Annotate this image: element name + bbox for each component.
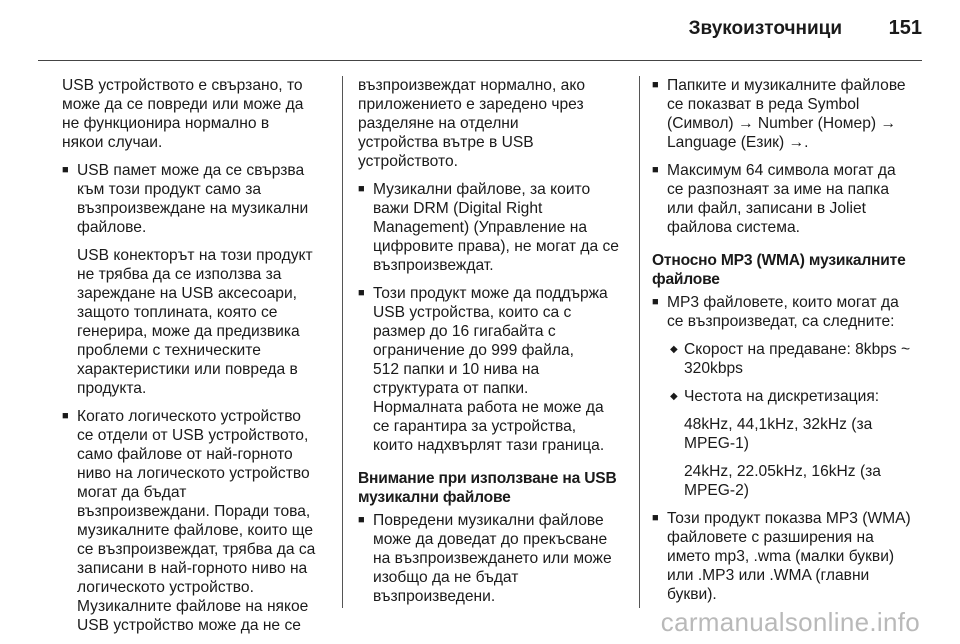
sub-bullet-item: ◆ Честота на дискретизация: xyxy=(670,387,924,406)
column-divider xyxy=(342,76,343,608)
header-divider xyxy=(38,60,922,61)
bullet-item: ■ Максимум 64 символа могат да се разпознаят за име на папка или файл, записани в Joliet файлова система. xyxy=(652,161,924,237)
column-divider xyxy=(639,76,640,608)
sub-bullet-continuation: 24kHz, 22.05kHz, 16kHz (за MPEG-2) xyxy=(684,463,881,499)
section-heading: Внимание при използване на USB музикални файлове xyxy=(358,470,617,506)
bullet-item: ■ MP3 файловете, които могат да се възпроизведат, са следните: xyxy=(652,293,924,331)
bullet-item: ■ Този продукт може да поддържа USB устройства, които са с размер до 16 гигабайта с ограничение до 999 файла, 512 папки и 10 нива на структурата от папки. Нормалната работа не може да се гарантира за устройства, които надхвърлят тази граница. xyxy=(358,284,628,455)
column-3 xyxy=(652,76,924,613)
paragraph: USB устройството е свързано, то може да се повреди или може да не функционира нормално в някои случаи. xyxy=(62,77,304,151)
paragraph: възпроизвеждат нормално, ако приложението е заредено чрез разделяне на отделни устройства вътре в USB устройството. xyxy=(358,77,585,170)
bullet-item: ■ Папките и музикалните файлове се показват в реда Symbol (Символ) → Number (Номер) → Language (Език) →. xyxy=(652,76,924,152)
page-header xyxy=(0,0,960,62)
bullet-item: ■ Повредени музикални файлове може да доведат до прекъсване на възпроизвеждането или може изобщо да не бъдат възпроизведени. xyxy=(358,511,628,606)
column-2 xyxy=(358,76,628,615)
section-heading: Относно MP3 (WMA) музикалните файлове xyxy=(652,252,906,288)
page-number: 151 xyxy=(888,17,922,39)
bullet-item: ■ Когато логическото устройство се отдели от USB устройството, само файлове от най-горното ниво на логическото устройство могат да бъдат възпроизвеждани. Поради това, музикалните файлове, които ще се възпроизвеждат, трябва да са записани в най-горното ниво на логическото устройство. Музикалните файлове на някое USB устройство може да не се xyxy=(62,407,332,635)
sub-bullet-continuation: 48kHz, 44,1kHz, 32kHz (за MPEG-1) xyxy=(684,416,873,452)
watermark: carmanualsonline.info xyxy=(660,607,920,637)
page-title: Звукоизточници xyxy=(688,18,842,39)
bullet-item: ■ Този продукт показва MP3 (WMA) файловете с разширения на името mp3, .wma (малки букви) или .MP3 или .WMA (главни букви). xyxy=(652,509,924,604)
bullet-item: ■ USB памет може да се свързва към този продукт само за възпроизвеждане на музикални файлове. xyxy=(62,161,332,237)
bullet-item: ■ Музикални файлове, за които важи DRM (Digital Right Management) (Управление на цифровите права), не могат да се възпроизвеждат. xyxy=(358,180,628,275)
sub-bullet-item: ◆ Скорост на предаване: 8kbps ~ 320kbps xyxy=(670,340,924,378)
column-1 xyxy=(62,76,332,644)
bullet-continuation: USB конекторът на този продукт не трябва да се използва за зареждане на USB аксесоари, защото топлината, която се генерира, може да предизвика проблеми с техническите характеристики или повреда в продукта. xyxy=(77,247,313,397)
